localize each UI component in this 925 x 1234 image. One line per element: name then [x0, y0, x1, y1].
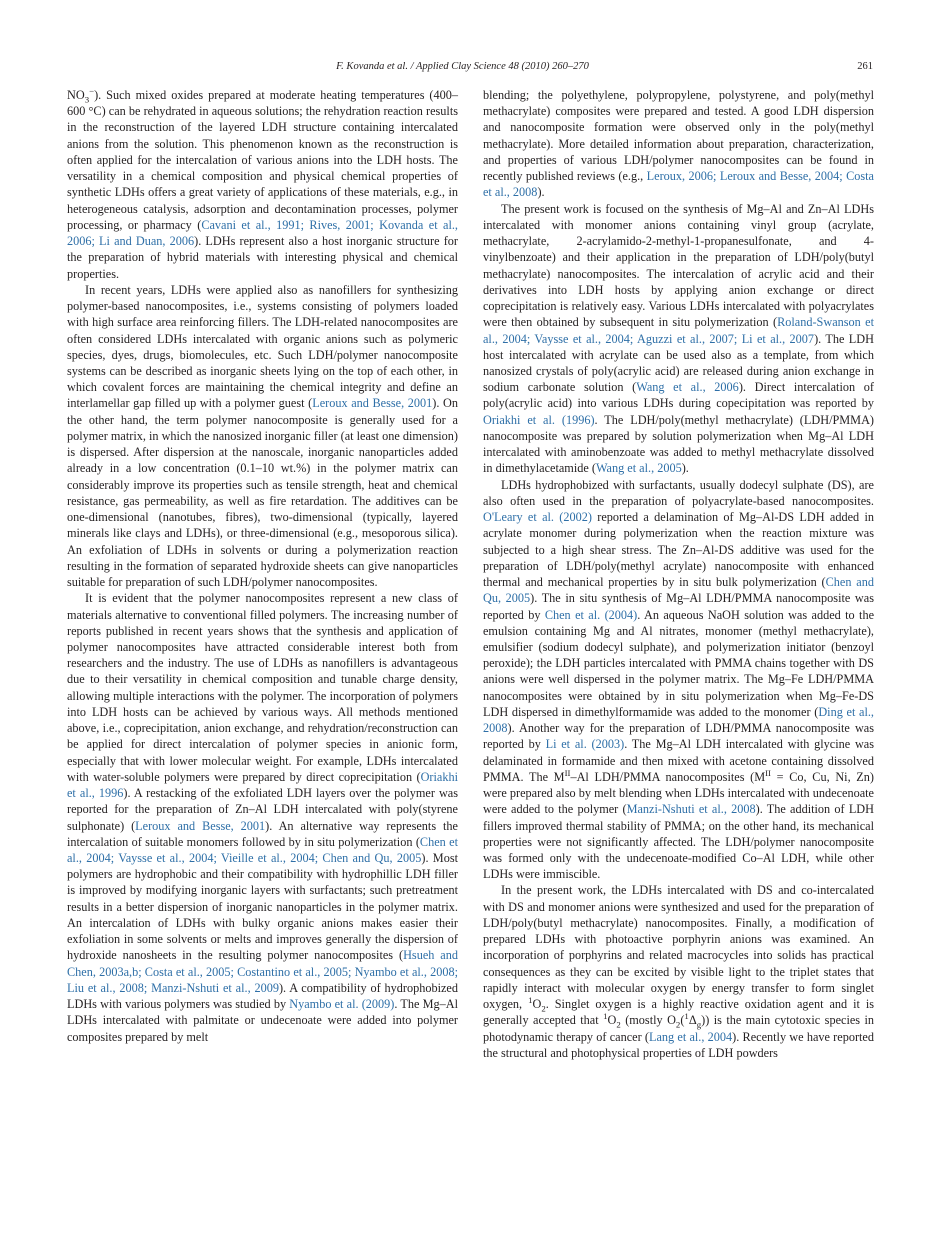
text-run: The present work is focused on the synthesis of Mg–Al and Zn–Al LDHs intercalated with monomer anions containing vinyl group (acrylate, methacrylate, 2-acrylamido-2-methyl-1-propanesulfonate, and 4-vinylbenzoate) and their application in the preparation of LDH/poly(butyl methacrylate) nanocomposites. The intercalation of acrylic acid and their derivatives into LDH hosts by applying anion exchange or direct coprecipitation is relatively easy. Various LDHs intercalated with polyacrylates were then obtained by subsequent in situ polymerization ( — [483, 201, 874, 330]
text-run: ). On the other hand, the term polymer nanocomposite is generally used for a polymer matrix, in which the nanosized inorganic filler (at least one dimension) is dispersed. After dispersion at the nanoscale, inorganic nanoparticles added already in a low concentration (0.1–10 wt.%) in the polymer matrix can considerably improve its properties such as tensile strength, heat and chemical resistance, gas permeability, as well as fire retardation. The additives can be one-dimensional (nanotubes, fibres), two-dimensional (typically, layered minerals like clays and LDHs), or three-dimensional (e.g., mesoporous silica). An exfoliation of LDHs in solvents or during a polymerization reaction resulting in the formation of separated hydroxide sheets can give nanoparticles suitable for preparation of such LDH/polymer nanocomposites. — [67, 396, 458, 590]
text-run: reported a delamination of Mg–Al-DS LDH added in acrylate monomer during polymerization when the reaction mixture was subjected to a high shear stress. The Zn–Al-DS additive was used for the preparation of LDH/poly(methyl acrylate) nanocomposite with enhanced thermal and mechanical properties by in situ bulk polymerization ( — [483, 510, 874, 590]
text-run: . The LDH/poly(methyl methacrylate) (LDH/PMMA) nanocomposite was prepared by solution polymerization when Mg–Al LDH intercalated with aminobenzoate was added to methyl methacrylate dissolved in dimethylacetamide ( — [483, 412, 874, 476]
subscript: 2 — [616, 1019, 621, 1030]
text-run: ( — [680, 1013, 685, 1028]
citation-link[interactable]: Oriakhi et al., 1996 — [67, 769, 458, 801]
citation-link[interactable]: Hsueh and Chen, 2003a,b; Costa et al., 2005; Costantino et al., 2005; Nyambo et al., 2008; Liu et al., 2008; Manzi-Nshuti et al., 2009 — [67, 948, 458, 995]
paragraph — [483, 201, 874, 477]
citation-link[interactable]: Li et al. (2003) — [545, 737, 625, 752]
text-run: )) is the main cytotoxic species in photodynamic therapy of cancer ( — [483, 1013, 875, 1044]
subscript: g — [696, 1019, 702, 1030]
text-run: (mostly O — [620, 1013, 676, 1028]
text-run: ). The LDH host intercalated with acrylate can be used also as a template, from which nanosized crystals of poly(acrylic acid) are released during anion exchange in sodium carbonate solution ( — [483, 331, 874, 395]
text-run: . Singlet oxygen is a highly reactive oxidation agent and it is generally accepted that — [483, 997, 874, 1028]
superscript: 1 — [528, 995, 533, 1006]
text-run: ). Such mixed oxides prepared at moderate heating temperatures (400–600 °C) can be rehydrated in aqueous solutions; the rehydration reaction results in the reconstruction of the layered LDH structure containing intercalated anions from the solution. This phenomenon known as the reconstruction is often applied for the intercalation of various anions into the LDH hosts. The versatility in a chemical composition and physical chemical properties of synthetic LDHs offers a great variety of applications of these materials, e.g., in heterogeneous catalysis, adsorption and decontamination processes, polymer processing, or pharmacy ( — [67, 88, 458, 232]
subscript: 2 — [675, 1019, 681, 1030]
citation-link[interactable]: Leroux, 2006; Leroux and Besse, 2004; Costa et al., 2008 — [483, 169, 874, 200]
text-run: ). — [537, 185, 545, 200]
citation-link[interactable]: Lang et al., 2004 — [648, 1029, 733, 1044]
superscript: 1 — [684, 1011, 689, 1022]
text-run: ). The in situ synthesis of Mg–Al LDH/PMMA nanocomposite was reported by — [483, 591, 874, 622]
citation-link[interactable]: O'Leary et al. (2002) — [483, 510, 592, 525]
text-run: O — [607, 1013, 617, 1028]
journal-reference: F. Kovanda et al. / Applied Clay Science 48 (2010) 260–270 — [336, 61, 589, 72]
subscript: 2 — [541, 1003, 546, 1014]
paragraph — [483, 882, 874, 1061]
right-text-column — [483, 87, 874, 1061]
text-run: ). A compatibility of hydrophobized LDHs with various polymers was studied by — [67, 980, 458, 1012]
text-run: = Co, Cu, Ni, Zn) were prepared also by melt blending when LDHs intercalated with undecenoate were added to the polymer ( — [483, 769, 874, 817]
citation-link[interactable]: Leroux and Besse, 2001 — [135, 818, 266, 833]
citation-link[interactable]: Chen et al., 2004; Vaysse et al., 2004; Vieille et al., 2004; Chen and Qu, 2005 — [67, 834, 458, 866]
text-run: O — [532, 997, 542, 1012]
subscript: 3 — [84, 94, 90, 105]
paragraph — [67, 590, 458, 1045]
citation-link[interactable]: Wang et al., 2005 — [595, 461, 682, 476]
paragraph — [483, 477, 874, 883]
text-run: LDHs hydrophobized with surfactants, usually dodecyl sulphate (DS), are also often used in the preparation of polyacrylate-based nanocomposites. — [483, 477, 874, 508]
text-run: In the present work, the LDHs intercalated with DS and co-intercalated with DS and monomer anions were synthesized and used for the preparation of LDH/poly(butyl methacrylate) nanocomposites. Finally, a modification of prepared LDHs with photoactive porphyrin anions was examined. An incorporation of porphyrins and related macrocycles into solids has practical consequences as they can be excited by visible light to the triplet states that rapidly interact with molecular oxygen by energy transfer to form singlet oxygen, — [483, 883, 874, 1012]
citation-link[interactable]: Chen et al. (2004) — [544, 607, 638, 622]
superscript: II — [564, 767, 571, 778]
running-header — [0, 60, 925, 74]
text-run: In recent years, LDHs were applied also as nanofillers for synthesizing polymer-based nanocomposites, i.e., systems consisting of polymers loaded with high surface area reinforcing fillers. The LDH-related nanocomposites are often considered LDHs intercalated with organic anions such as polymeric species, dyes, drugs, biomolecules, etc. Such LDH/polymer nanocomposite systems can be described as inorganic sheets lying on the top of each other, in which covalent forces are maintaining the chemical integrity and define an interlamellar gap filled up with a polymer guest ( — [67, 282, 458, 411]
citation-link[interactable]: Ding et al., 2008 — [483, 704, 874, 736]
superscript: 1 — [603, 1011, 608, 1022]
citation-link[interactable]: Nyambo et al. (2009) — [289, 997, 395, 1012]
text-run: ). The addition of LDH fillers improved thermal stability of PMMA; on the other hand, its mechanical properties were not significantly affected. The LDH/polymer nanocomposite was formed only with the undecenoate-modified Co–Al LDH, while other LDHs were immiscible. — [483, 802, 874, 882]
superscript: II — [765, 767, 771, 778]
text-run: ). — [681, 461, 689, 476]
text-run: ). A restacking of the exfoliated LDH layers over the polymer was reported for the preparation of Zn–Al LDH intercalated with poly(styrene sulphonate) ( — [67, 786, 458, 833]
citation-link[interactable]: Manzi-Nshuti et al., 2008 — [626, 802, 756, 817]
citation-link[interactable]: Cavani et al., 1991; Rives, 2001; Kovanda et al., 2006; Li and Duan, 2006 — [67, 217, 458, 249]
citation-link[interactable]: Leroux and Besse, 2001 — [312, 396, 433, 411]
text-run: ). Most polymers are hydrophobic and their compatibility with hydrophillic LDH filler is improved by modifying inorganic layers with surfactants; such pretreatment results in a better dispersion of inorganic nanoparticles in the polymer matrix. An intercalation of LDHs with bulky organic anions makes easier their exfoliation in some solvents or melts and improves generally the dispersion of hydroxide nanosheets in the resulting polymer nanocomposites ( — [67, 851, 458, 963]
text-run: ). LDHs represent also a host inorganic structure for the preparation of hybrid materials with interesting physical and chemical properties. — [67, 234, 459, 281]
text-run: blending; the polyethylene, polypropylene, polystyrene, and poly(methyl methacrylate) composites were prepared and tested. A good LDH dispersion and nanocomposite formation were observed only in the poly(methyl methacrylate). More detailed information about preparation, characterization, and properties of various LDH/polymer nanocomposites can be found in recently published reviews (e.g., — [483, 88, 874, 184]
left-text-column — [67, 87, 458, 1045]
text-run: ). Direct intercalation of poly(acrylic acid) into various LDHs during copecipitation was reported by — [483, 380, 874, 411]
text-run: It is evident that the polymer nanocomposites represent a new class of materials alternative to conventional filled polymers. The increasing number of reports published in recent years shows that the synthesis and application of polymer nanocomposites have attracted considerable interest both from researchers and the industry. The use of LDHs as nanofillers is advantageous due to their versatility in chemical composition and tunable charge density, allowing multiple interactions with the polymer. The incorporation of polymers into LDH hosts can be achieved by various ways. All methods mentioned above, i.e., coprecipitation, anion exchange, and rehydration/reconstruction can be applied for direct intercalation of polymer species in anionic form, especially that with lower molecular weight. For example, LDHs intercalated with water-soluble polymers were prepared by direct coprecipitation ( — [67, 591, 458, 784]
text-run: . An aqueous NaOH solution was added to the emulsion containing Mg and Al nitrates, monomer (methyl methacrylate), emulsifier (sodium dodecyl sulphate), and polymerization initiator (benzoyl peroxide); the LDH particles intercalated with PMMA chains together with DS anions were well dispersed in the polymer matrix. The Mg–Fe LDH/PMMA nanocomposites were obtained by in situ polymerization when Mg–Fe-DS LDH dispersed in dimethylformamide was added to the monomer ( — [483, 607, 875, 719]
text-run: ). Recently we have reported the structural and photophysical properties of LDH powders — [483, 1029, 874, 1060]
text-run: . The Mg–Al LDHs intercalated with palmitate or undecenoate were added into polymer composites prepared by melt — [67, 997, 458, 1044]
text-run: . The Mg–Al LDH intercalated with glycine was delaminated in formamide and then mixed with acetone containing dissolved PMMA. The M — [483, 737, 875, 784]
text-run: ). An alternative way represents the intercalation of suitable monomers followed by in situ polymerization ( — [67, 818, 458, 849]
paragraph — [67, 87, 458, 282]
superscript: − — [89, 85, 95, 96]
citation-link[interactable]: Roland-Swanson et al., 2004; Vaysse et al., 2004; Aguzzi et al., 2007; Li et al., 2007 — [483, 315, 874, 346]
text-run: ). Another way for the preparation of LDH/PMMA nanocomposite was reported by — [483, 721, 874, 752]
text-run: NO — [67, 88, 85, 102]
text-run: –Al LDH/PMMA nanocomposites (M — [570, 769, 766, 784]
text-run: Δ — [688, 1013, 697, 1028]
paragraph — [67, 282, 458, 590]
citation-link[interactable]: Wang et al., 2006 — [636, 380, 739, 395]
paragraph — [483, 87, 874, 201]
citation-link[interactable]: Chen and Qu, 2005 — [483, 575, 874, 606]
citation-link[interactable]: Oriakhi et al. (1996) — [483, 412, 595, 427]
page-number: 261 — [857, 61, 873, 72]
